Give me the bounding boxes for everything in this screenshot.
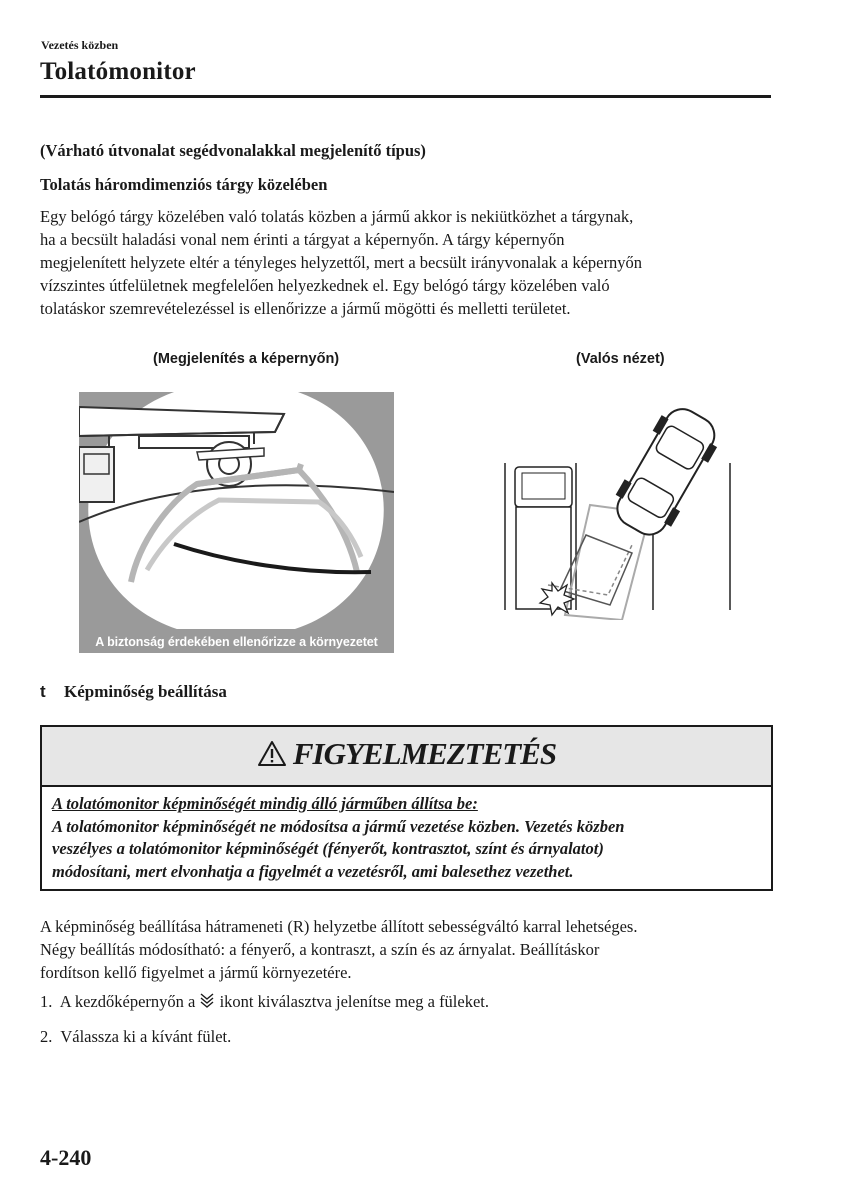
camera-screen-illustration bbox=[79, 392, 394, 653]
intro-line: ha a becsült haladási vonal nem érinti a tárgyat a képernyőn. A tárgy képernyőn bbox=[40, 230, 565, 249]
title-rule bbox=[40, 95, 771, 98]
camera-view-drawing bbox=[79, 392, 394, 653]
intro-paragraph bbox=[40, 205, 780, 320]
page-number: 4-240 bbox=[40, 1145, 92, 1170]
warning-header bbox=[42, 727, 771, 787]
screen-caption: (Megjelenítés a képernyőn) bbox=[153, 351, 340, 367]
real-view-caption: (Valós nézet) bbox=[576, 351, 665, 367]
step-1-suffix: ikont kiválasztva jelenítse meg a füleket. bbox=[215, 992, 489, 1011]
subtype-heading: (Várható útvonalat segédvonalakkal megjelenítő típus) bbox=[40, 141, 426, 160]
section-heading: Képminőség beállítása bbox=[64, 682, 227, 701]
subsection-heading: Tolatás háromdimenziós tárgy közelében bbox=[40, 175, 328, 194]
section-label: Vezetés közben bbox=[41, 38, 119, 52]
warning-line: A tolatómonitor képminőségét mindig álló járműben állítsa be: bbox=[52, 794, 478, 813]
body-line: fordítson kellő figyelmet a jármű környezetére. bbox=[40, 963, 352, 982]
section-bullet: t bbox=[40, 682, 46, 701]
tool-icon bbox=[199, 993, 215, 1008]
step-1 bbox=[40, 992, 489, 1012]
parking-diagram bbox=[490, 405, 750, 620]
intro-line: tolatáskor szemrevételezéssel is ellenőrizze a jármű mögötti és melletti területet. bbox=[40, 299, 571, 318]
intro-line: megjelenített helyzete eltér a tényleges helyzettől, mert a becsült irányvonalak a képernyőn bbox=[40, 253, 642, 272]
body-line: A képminőség beállítása hátrameneti (R) helyzetbe állított sebességváltó karral lehetséges. bbox=[40, 917, 638, 936]
warning-title: FIGYELMEZTETÉS bbox=[292, 736, 557, 771]
intro-line: vízszintes útfelületnek megfelelően helyezkednek el. Egy belógó tárgy közelében való bbox=[40, 276, 610, 295]
body-paragraph bbox=[40, 915, 780, 984]
warning-body bbox=[52, 793, 763, 883]
warning-title-row bbox=[42, 736, 771, 772]
step-2: 2. Válassza ki a kívánt fület. bbox=[40, 1027, 232, 1046]
warning-line: A tolatómonitor képminőségét ne módosítsa a jármű vezetése közben. Vezetés közben bbox=[52, 816, 625, 836]
real-view-illustration bbox=[490, 405, 750, 625]
intro-line: Egy belógó tárgy közelében való tolatás közben a jármű akkor is nekiütközhet a tárgynak, bbox=[40, 207, 634, 226]
warning-box bbox=[40, 725, 773, 891]
warning-triangle-icon bbox=[257, 740, 287, 767]
warning-line: módosítani, mert elvonhatja a figyelmét a vezetésről, ami balesethez vezethet. bbox=[52, 861, 574, 881]
body-line: Négy beállítás módosítható: a fényerő, a kontraszt, a szín és az árnyalat. Beállításkor bbox=[40, 940, 600, 959]
step-1-prefix: 1. A kezdőképernyőn a bbox=[40, 992, 200, 1011]
warning-line: veszélyes a tolatómonitor képminőségét (fényerőt, kontrasztot, színt és árnyalatot) bbox=[52, 839, 604, 858]
screen-safety-message: A biztonság érdekében ellenőrizze a környezetet bbox=[95, 635, 378, 649]
page-title: Tolatómonitor bbox=[40, 58, 196, 85]
